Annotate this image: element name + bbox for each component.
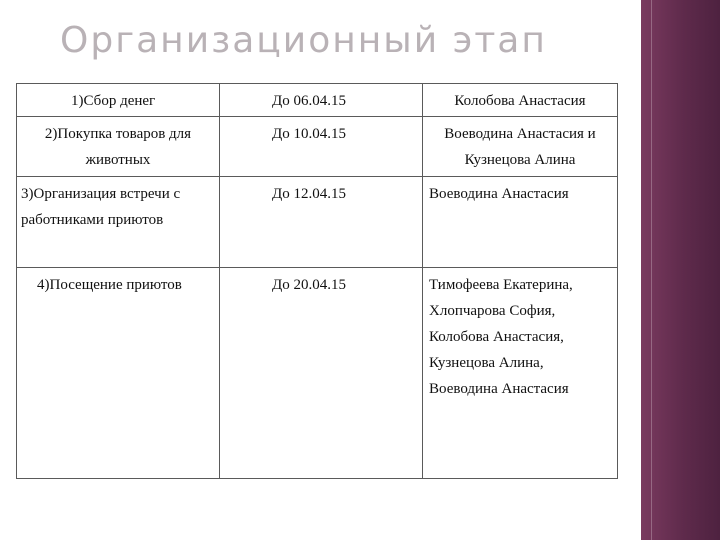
task-cell: 1)Сбор денег xyxy=(17,84,220,117)
task-cell: 2)Покупка товаров для животных xyxy=(17,117,220,177)
table-row xyxy=(17,268,618,479)
task-cell: 4)Посещение приютов xyxy=(17,268,220,479)
task-cell: 3)Организация встречи с работниками приютов xyxy=(17,177,220,268)
deadline-cell: До 10.04.15 xyxy=(220,117,423,177)
table-row xyxy=(17,177,618,268)
decorative-side-bar xyxy=(641,0,720,540)
deadline-cell: До 12.04.15 xyxy=(220,177,423,268)
schedule-table xyxy=(16,83,618,479)
table-row xyxy=(17,117,618,177)
responsible-cell: Тимофеева Екатерина, Хлопчарова София, Колобова Анастасия, Кузнецова Алина, Воеводина Анастасия xyxy=(423,268,618,479)
deadline-cell: До 20.04.15 xyxy=(220,268,423,479)
side-bar-divider xyxy=(651,0,652,540)
responsible-cell: Воеводина Анастасия и Кузнецова Алина xyxy=(423,117,618,177)
table-row xyxy=(17,84,618,117)
responsible-cell: Колобова Анастасия xyxy=(423,84,618,117)
responsible-cell: Воеводина Анастасия xyxy=(423,177,618,268)
slide-title: Организационный этап xyxy=(60,20,547,61)
deadline-cell: До 06.04.15 xyxy=(220,84,423,117)
